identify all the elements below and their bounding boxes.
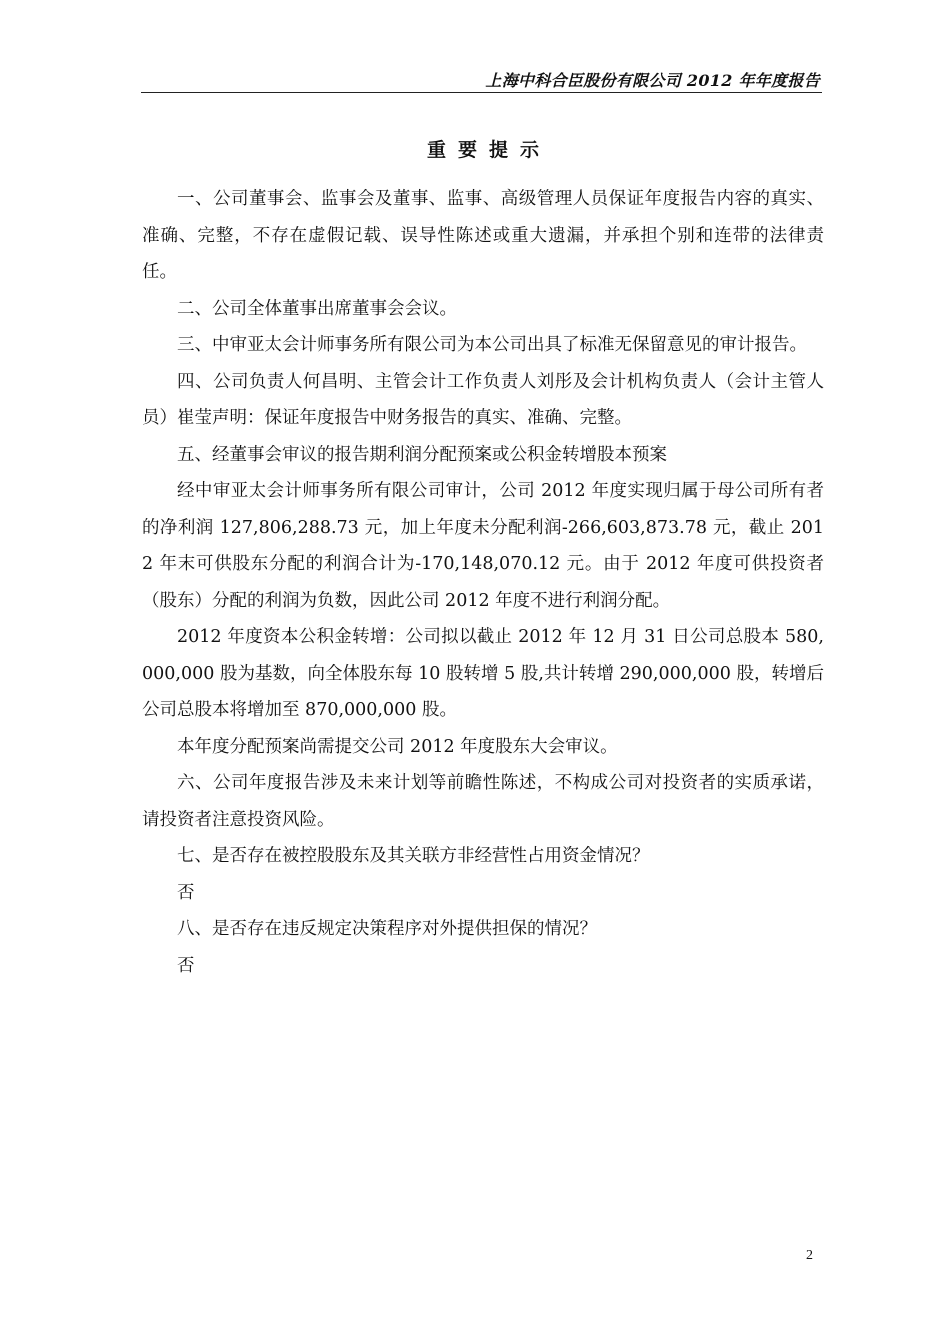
page-header bbox=[141, 64, 822, 93]
paragraph-8: 本年度分配预案尚需提交公司 2012 年度股东大会审议。 bbox=[177, 736, 618, 757]
page-number: 2 bbox=[806, 1248, 813, 1263]
paragraph-10: 七、是否存在被控股股东及其关联方非经营性占用资金情况？ bbox=[177, 846, 650, 866]
paragraph-3: 三、中审亚太会计师事务所有限公司为本公司出具了标准无保留意见的审计报告。 bbox=[177, 335, 807, 355]
paragraph-7: 2012 年度资本公积金转增：公司拟以截止 2012 年 12 月 31 日公司总股本 580,000,000 股为基数，向全体股东每 10 股转增 5 股,共计转增 290,000,000 股，转增后公司总股本将增加至 870,000,000 股。 bbox=[142, 627, 824, 720]
paragraph-9: 六、公司年度报告涉及未来计划等前瞻性陈述，不构成公司对投资者的实质承诺，请投资者注意投资风险。 bbox=[142, 773, 824, 830]
header-title: 上海中科合臣股份有限公司 2012 年年度报告 bbox=[485, 71, 820, 90]
section-title: 重要提示 bbox=[426, 139, 551, 161]
document-body bbox=[142, 134, 824, 984]
paragraph-13: 否 bbox=[177, 955, 195, 976]
paragraph-1: 一、公司董事会、监事会及董事、监事、高级管理人员保证年度报告内容的真实、准确、完整，不存在虚假记载、误导性陈述或重大遗漏，并承担个别和连带的法律责任。 bbox=[142, 189, 824, 282]
paragraph-11: 否 bbox=[177, 882, 195, 903]
paragraph-5: 五、经董事会审议的报告期利润分配预案或公积金转增股本预案 bbox=[177, 444, 667, 465]
paragraph-6: 经中审亚太会计师事务所有限公司审计，公司 2012 年度实现归属于母公司所有者的净利润 127,806,288.73 元，加上年度未分配利润-266,603,873.78 元，截止 2012 年末可供股东分配的利润合计为-170,148,070.12 元。由于 2012 年度可供投资者（股东）分配的利润为负数，因此公司 2012 年度不进行利润分配。 bbox=[142, 481, 824, 611]
paragraph-4: 四、公司负责人何昌明、主管会计工作负责人刘彤及会计机构负责人（会计主管人员）崔莹声明：保证年度报告中财务报告的真实、准确、完整。 bbox=[142, 371, 824, 428]
paragraph-12: 八、是否存在违反规定决策程序对外提供担保的情况？ bbox=[177, 919, 597, 939]
paragraph-2: 二、公司全体董事出席董事会会议。 bbox=[177, 298, 457, 319]
